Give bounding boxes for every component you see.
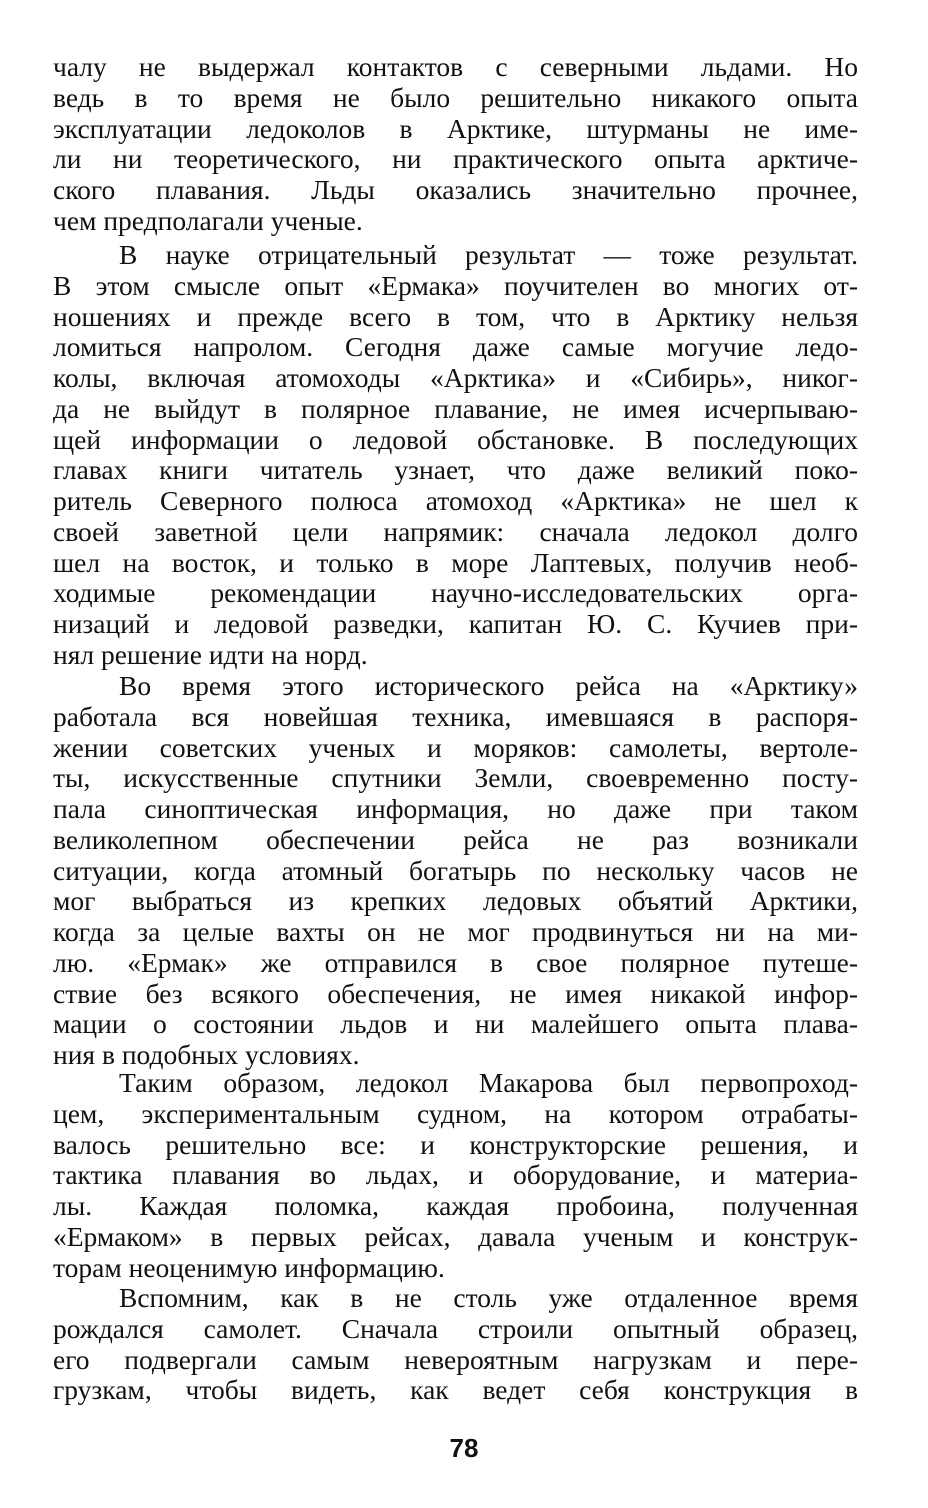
- text-line: ли ни теоретического, ни практического опыта арктиче-: [53, 143, 858, 175]
- text-line: тактика плавания во льдах, и оборудование, и материа-: [53, 1159, 858, 1191]
- text-line: чем предполагали ученые.: [53, 204, 363, 236]
- paragraph-1: [53, 52, 858, 237]
- text-line: ствие без всякого обеспечения, не имея никакой инфор-: [53, 977, 858, 1009]
- text-line: да не выйдут в полярное плавание, не имея исчерпываю-: [53, 392, 858, 424]
- text-line: шел на восток, и только в море Лаптевых, получив необ-: [53, 546, 858, 578]
- text-line: Вспомним, как в не столь уже отдаленное время: [119, 1282, 858, 1313]
- text-line: пала синоптическая информация, но даже при таком: [53, 793, 858, 824]
- text-line: мации о состоянии льдов и ни малейшего опыта плава-: [53, 1008, 858, 1040]
- text-line: лы. Каждая поломка, каждая пробоина, полученная: [53, 1190, 858, 1221]
- text-line: В науке отрицательный результат — тоже результат.: [119, 239, 858, 270]
- text-line: грузкам, чтобы видеть, как ведет себя конструкция в: [53, 1374, 858, 1406]
- text-line: ведь в то время не было решительно никакого опыта: [53, 81, 858, 113]
- text-line: ходимые рекомендации научно-исследовательских орга-: [53, 577, 858, 609]
- text-line: когда за целые вахты он не мог продвинуться ни на ми-: [53, 916, 858, 947]
- text-line: нял решение идти на норд.: [53, 638, 368, 670]
- text-line: Таким образом, ледокол Макарова был первопроход-: [119, 1067, 858, 1098]
- text-line: его подвергали самым невероятным нагрузкам и пере-: [53, 1343, 858, 1375]
- paragraph-2: [53, 240, 858, 671]
- text-line: лю. «Ермак» же отправился в свое полярное путеше-: [53, 946, 858, 978]
- text-line: Во время этого исторического рейса на «Арктику»: [119, 670, 858, 701]
- paragraph-3: [53, 671, 858, 1071]
- paragraph-4: [53, 1068, 858, 1283]
- text-line: ситуации, когда атомный богатырь по нескольку часов не: [53, 854, 858, 886]
- text-line: эксплуатации ледоколов в Арктике, штурманы не име-: [53, 112, 858, 144]
- text-line: ритель Северного полюса атомоход «Арктика» не шел к: [53, 485, 858, 516]
- text-line: мог выбраться из крепких ледовых объятий Арктики,: [53, 885, 858, 917]
- text-line: ния в подобных условиях.: [53, 1039, 360, 1070]
- paragraph-5: [53, 1283, 858, 1406]
- text-line: торам неоценимую информацию.: [53, 1251, 445, 1283]
- text-line: своей заветной цели напрямик: сначала ледокол долго: [53, 515, 858, 547]
- text-line: ты, искусственные спутники Земли, своевременно посту-: [53, 762, 858, 794]
- text-line: чалу не выдержал контактов с северными льдами. Но: [53, 51, 858, 82]
- text-line: великолепном обеспечении рейса не раз возникали: [53, 823, 858, 855]
- text-line: рождался самолет. Сначала строили опытный образец,: [53, 1312, 858, 1344]
- text-line: колы, включая атомоходы «Арктика» и «Сибирь», никог-: [53, 362, 858, 393]
- text-line: низаций и ледовой разведки, капитан Ю. С. Кучиев при-: [53, 608, 858, 639]
- text-line: цем, экспериментальным судном, на котором отрабаты-: [53, 1097, 858, 1129]
- text-line: жении советских ученых и моряков: самолеты, вертоле-: [53, 731, 858, 763]
- text-line: работала вся новейшая техника, имевшаяся в распоря-: [53, 700, 858, 732]
- text-line: главах книги читатель узнает, что даже великий поко-: [53, 454, 858, 486]
- text-line: валось решительно все: и конструкторские решения, и: [53, 1128, 858, 1160]
- text-line: «Ермаком» в первых рейсах, давала ученым и конструк-: [53, 1220, 858, 1252]
- text-line: ношениях и прежде всего в том, что в Арктику нельзя: [53, 300, 858, 332]
- page-number: 78: [449, 1433, 479, 1463]
- text-line: щей информации о ледовой обстановке. В последующих: [53, 423, 858, 455]
- text-line: ломиться напролом. Сегодня даже самые могучие ледо-: [53, 331, 858, 363]
- text-line: В этом смысле опыт «Ермака» поучителен во многих от-: [53, 269, 858, 301]
- text-line: ского плавания. Льды оказались значительно прочнее,: [53, 174, 858, 205]
